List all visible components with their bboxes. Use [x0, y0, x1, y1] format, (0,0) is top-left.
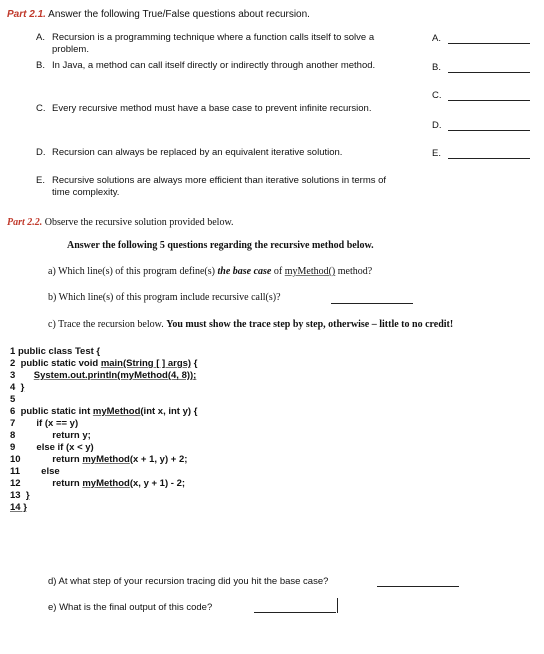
line-number: 10: [10, 454, 21, 465]
answer-b-letter: B.: [432, 62, 441, 73]
line-number: 14: [10, 502, 21, 513]
question-b: b) Which line(s) of this program include recursive call(s)?: [48, 292, 281, 303]
item-c-letter: C.: [36, 103, 46, 114]
question-e: e) What is the final output of this code?: [48, 602, 213, 613]
line-number: 2: [10, 358, 16, 369]
text-cursor: [337, 598, 338, 613]
code-text: public class Test {: [17, 346, 101, 357]
question-c-prefix: c) Trace the recursion below.: [48, 319, 167, 330]
question-c: [48, 319, 453, 330]
code-line: 2 public static void main(String [ ] args) {: [10, 358, 198, 369]
line-number: 5: [10, 394, 16, 405]
answer-c-letter: C.: [432, 90, 442, 101]
code-line: 14 }: [10, 502, 27, 513]
question-a-mid: of: [271, 266, 285, 277]
item-a-letter: A.: [36, 32, 45, 43]
question-b-blank[interactable]: [331, 303, 413, 304]
part22-intro: Observe the recursive solution provided below.: [42, 217, 234, 228]
item-d-text: Recursion can always be replaced by an equivalent iterative solution.: [52, 147, 343, 158]
code-line: 4 }: [10, 382, 25, 393]
question-a-method: myMethod(): [284, 266, 336, 277]
answer-e-letter: E.: [432, 148, 441, 159]
question-c-bold: You must show the trace step by step, otherwise – little to no credit!: [166, 319, 454, 330]
answer-a-blank[interactable]: [448, 43, 530, 44]
answer-d-letter: D.: [432, 120, 442, 131]
line-number: 7: [10, 418, 16, 429]
question-e-blank[interactable]: [254, 612, 336, 613]
line-number: 4: [10, 382, 16, 393]
answer-c-blank[interactable]: [448, 100, 530, 101]
item-b-text: In Java, a method can call itself directly or indirectly through another method.: [52, 60, 376, 71]
answer-e-blank[interactable]: [448, 158, 530, 159]
line-number: 8: [10, 430, 16, 441]
question-a-base-case: the base case: [217, 266, 272, 277]
code-line: [10, 394, 15, 405]
code-println: System.out.println(myMethod(4, 8));: [33, 370, 197, 381]
line-number: 6: [10, 406, 16, 417]
part21-intro: Answer the following True/False questions about recursion.: [45, 9, 310, 20]
part21-heading: [7, 9, 310, 20]
code-line: 12 return myMethod(x, y + 1) - 2;: [10, 478, 186, 489]
line-number: 11: [10, 466, 21, 477]
question-d-blank[interactable]: [377, 586, 459, 587]
question-a-prefix: a) Which line(s) of this program define(s): [48, 266, 218, 277]
code-line: 10 return myMethod(x + 1, y) + 2;: [10, 454, 188, 465]
code-line: [10, 370, 196, 381]
line-number: 1: [10, 346, 16, 357]
line-number: 12: [10, 478, 21, 489]
code-line: 8 return y;: [10, 430, 91, 441]
code-line: 9 else if (x < y): [10, 442, 94, 453]
item-e-letter: E.: [36, 175, 45, 186]
question-d: d) At what step of your recursion tracing did you hit the base case?: [48, 576, 329, 587]
question-a: [48, 266, 372, 277]
question-a-suffix: method?: [335, 266, 373, 277]
answer-a-letter: A.: [432, 33, 441, 44]
part22-subheading: Answer the following 5 questions regarding the recursive method below.: [67, 240, 374, 251]
answer-b-blank[interactable]: [448, 72, 530, 73]
answer-d-blank[interactable]: [448, 130, 530, 131]
code-line: 13 }: [10, 490, 30, 501]
part21-label: Part 2.1.: [7, 9, 46, 20]
item-a-text: Recursion is a programming technique where a function calls itself to solve a problem.: [52, 32, 375, 55]
item-e-text: Recursive solutions are always more efficient than iterative solutions in terms of time complexity.: [52, 175, 387, 198]
item-b-letter: B.: [36, 60, 45, 71]
item-d-letter: D.: [36, 147, 46, 158]
line-number: 13: [10, 490, 21, 501]
line-number: 3: [10, 370, 16, 381]
item-c-text: Every recursive method must have a base case to prevent infinite recursion.: [52, 103, 372, 114]
part22-heading: [7, 217, 234, 228]
code-line: 7 if (x == y): [10, 418, 79, 429]
part22-label: Part 2.2.: [7, 217, 43, 228]
line-number: 9: [10, 442, 16, 453]
code-line: 6 public static int myMethod(int x, int y) {: [10, 406, 198, 417]
code-line: 11 else: [10, 466, 60, 477]
code-line: [10, 346, 100, 357]
code-main: main(String [ ] args): [100, 358, 192, 369]
